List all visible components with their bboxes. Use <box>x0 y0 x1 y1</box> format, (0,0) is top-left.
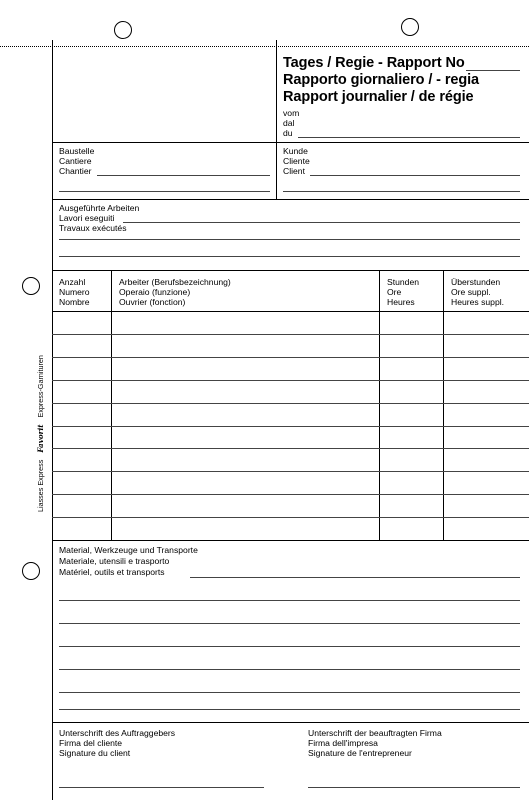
date-input-line[interactable] <box>298 137 520 138</box>
baustelle-label-fr: Chantier <box>59 166 92 176</box>
col-header-stunden-de: Stunden <box>387 277 420 287</box>
table-row[interactable] <box>52 334 529 335</box>
brand-logo: Favorit <box>36 424 45 453</box>
col-header-stunden-fr: Heures <box>387 297 415 307</box>
signature-client-fr: Signature du client <box>59 748 131 758</box>
rapport-number-line[interactable] <box>466 70 520 71</box>
col-header-anzahl-it: Numero <box>59 287 90 297</box>
kunde-label-fr: Client <box>283 166 305 176</box>
table-top-border <box>52 270 529 271</box>
work-label-fr: Travaux exécutés <box>59 223 127 233</box>
work-input-line-1[interactable] <box>123 222 520 223</box>
date-label-de: vom <box>283 108 300 118</box>
signature-client-it: Firma del cliente <box>59 738 123 748</box>
col-header-arbeiter-de: Arbeiter (Berufsbezeichnung) <box>119 277 231 287</box>
table-row[interactable] <box>52 380 529 381</box>
material-label-de: Material, Werkzeuge und Transporte <box>59 545 198 555</box>
table-row[interactable] <box>52 517 529 518</box>
header-divider <box>276 40 277 199</box>
col-header-arbeiter-fr: Ouvrier (fonction) <box>119 297 186 307</box>
baustelle-input-line-2[interactable] <box>59 191 270 192</box>
side-text-left: Liasses Express <box>36 459 45 512</box>
table-row[interactable] <box>52 426 529 427</box>
signature-client-line[interactable] <box>59 787 264 788</box>
col-header-stunden-it: Ore <box>387 287 402 297</box>
date-label-it: dal <box>283 118 295 128</box>
header-bottom-border <box>52 142 529 143</box>
punch-hole-top-left <box>114 21 132 39</box>
title-de: Tages / Regie - Rapport No <box>283 55 465 71</box>
material-input-line[interactable] <box>59 600 520 601</box>
col-header-anzahl-de: Anzahl <box>59 277 86 287</box>
punch-hole-side-lower <box>22 562 40 580</box>
material-input-line[interactable] <box>59 669 520 670</box>
baustelle-label-de: Baustelle <box>59 146 95 156</box>
col-header-ueberstunden-fr: Heures suppl. <box>451 297 505 307</box>
col-header-ueberstunden-de: Überstunden <box>451 277 501 287</box>
signature-company-fr: Signature de l'entrepreneur <box>308 748 412 758</box>
title-it: Rapporto giornaliero / - regia <box>283 72 479 88</box>
baustelle-input-line-1[interactable] <box>97 175 270 176</box>
date-label-fr: du <box>283 128 293 138</box>
table-row[interactable] <box>52 494 529 495</box>
table-row[interactable] <box>52 357 529 358</box>
col-header-ueberstunden-it: Ore suppl. <box>451 287 491 297</box>
material-input-line[interactable] <box>59 709 520 710</box>
work-input-line-2[interactable] <box>59 239 520 240</box>
signature-company-de: Unterschrift der beauftragten Firma <box>308 728 442 738</box>
work-input-line-3[interactable] <box>59 256 520 257</box>
signature-client-de: Unterschrift des Auftraggebers <box>59 728 176 738</box>
side-text-right: Express-Garnituren <box>36 355 45 418</box>
material-input-line[interactable] <box>190 577 520 578</box>
table-row[interactable] <box>52 448 529 449</box>
work-label-de: Ausgeführte Arbeiten <box>59 203 140 213</box>
material-input-line[interactable] <box>59 646 520 647</box>
material-label-it: Materiale, utensili e trasporto <box>59 556 170 566</box>
kunde-input-line-2[interactable] <box>283 191 520 192</box>
table-bottom-border <box>52 540 529 541</box>
col-header-arbeiter-it: Operaio (funzione) <box>119 287 191 297</box>
baustelle-label-it: Cantiere <box>59 156 92 166</box>
table-header-border <box>52 311 529 312</box>
punch-hole-side-upper <box>22 277 40 295</box>
signature-company-it: Firma dell'impresa <box>308 738 378 748</box>
kunde-label-de: Kunde <box>283 146 308 156</box>
punch-hole-top-right <box>401 18 419 36</box>
table-row[interactable] <box>52 403 529 404</box>
perforation-line <box>0 46 529 47</box>
material-bottom-border <box>52 722 529 723</box>
material-label-fr: Matériel, outils et transports <box>59 567 165 577</box>
kunde-label-it: Cliente <box>283 156 310 166</box>
material-input-line[interactable] <box>59 623 520 624</box>
title-fr: Rapport journalier / de régie <box>283 89 474 105</box>
signature-company-line[interactable] <box>308 787 520 788</box>
side-brand-text <box>36 355 45 512</box>
work-label-it: Lavori eseguiti <box>59 213 115 223</box>
form-left-border <box>52 40 53 800</box>
material-input-line[interactable] <box>59 692 520 693</box>
kunde-input-line-1[interactable] <box>310 175 520 176</box>
site-bottom-border <box>52 199 529 200</box>
table-row[interactable] <box>52 471 529 472</box>
col-header-anzahl-fr: Nombre <box>59 297 90 307</box>
